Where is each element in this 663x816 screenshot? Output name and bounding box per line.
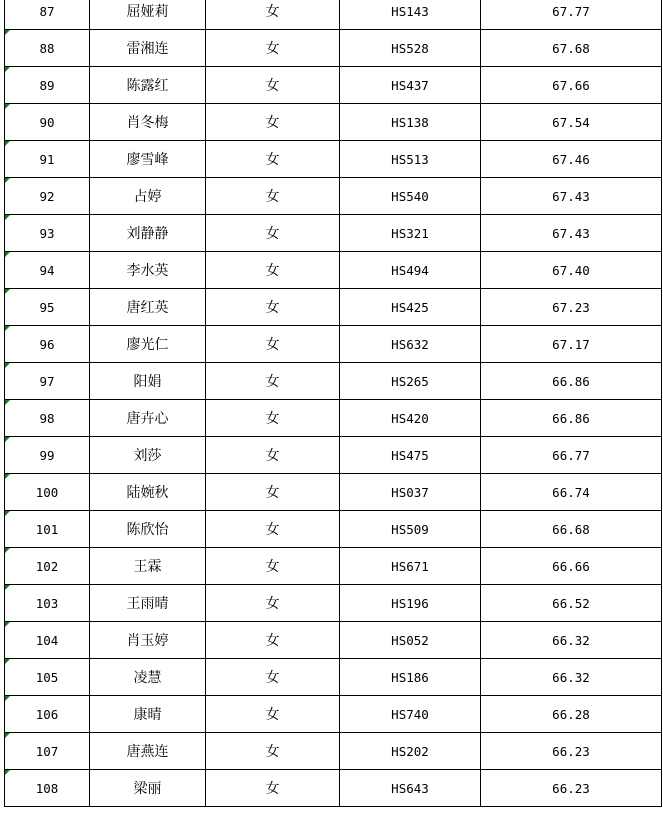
row-number-cell[interactable] (5, 437, 90, 474)
score-text: 67.23 (552, 299, 590, 315)
gender-cell[interactable] (206, 289, 340, 326)
gender-text: 女 (265, 115, 280, 131)
score-text: 66.23 (552, 780, 590, 796)
score-text: 67.40 (552, 262, 590, 278)
row-number-cell[interactable] (5, 252, 90, 289)
name-text: 李水英 (126, 263, 169, 279)
name-text: 陆婉秋 (126, 485, 169, 501)
row-number-cell[interactable] (5, 30, 90, 67)
gender-cell[interactable] (206, 67, 340, 104)
gender-cell[interactable] (206, 104, 340, 141)
error-indicator-icon (5, 511, 10, 516)
row-number-text: 90 (39, 114, 55, 130)
error-indicator-icon (5, 363, 10, 368)
exam-id-text: HS437 (391, 77, 429, 93)
exam-id-cell[interactable] (340, 548, 481, 585)
gender-cell[interactable] (206, 215, 340, 252)
row-number-text: 91 (39, 151, 55, 167)
exam-id-cell[interactable] (340, 770, 481, 807)
row-number-text: 96 (39, 336, 55, 352)
score-text: 66.86 (552, 373, 590, 389)
name-cell[interactable] (90, 215, 206, 252)
row-number-cell[interactable] (5, 326, 90, 363)
gender-cell[interactable] (206, 548, 340, 585)
exam-id-text: HS202 (391, 743, 429, 759)
row-number-cell[interactable] (5, 770, 90, 807)
row-number-text: 97 (39, 373, 55, 389)
error-indicator-icon (5, 548, 10, 553)
name-cell[interactable] (90, 104, 206, 141)
row-number-cell[interactable] (5, 289, 90, 326)
name-cell[interactable] (90, 30, 206, 67)
exam-id-text: HS420 (391, 410, 429, 426)
name-text: 唐卉心 (126, 411, 169, 427)
score-cell[interactable] (481, 326, 662, 363)
exam-id-text: HS643 (391, 780, 429, 796)
row-number-text: 103 (35, 595, 59, 611)
gender-cell[interactable] (206, 400, 340, 437)
error-indicator-icon (5, 474, 10, 479)
table-row (5, 326, 662, 363)
row-number-text: 108 (35, 780, 59, 796)
error-indicator-icon (5, 733, 10, 738)
error-indicator-icon (5, 659, 10, 664)
row-number-cell[interactable] (5, 659, 90, 696)
score-text: 66.52 (552, 595, 590, 611)
name-cell[interactable] (90, 400, 206, 437)
score-text: 67.46 (552, 151, 590, 167)
name-text: 凌慧 (133, 670, 162, 686)
exam-id-text: HS528 (391, 40, 429, 56)
score-cell[interactable] (481, 252, 662, 289)
table-row (5, 770, 662, 807)
exam-id-cell[interactable] (340, 0, 481, 30)
score-cell[interactable] (481, 474, 662, 511)
row-number-cell[interactable] (5, 141, 90, 178)
name-text: 肖玉婷 (126, 633, 169, 649)
exam-id-cell[interactable] (340, 696, 481, 733)
exam-id-text: HS475 (391, 447, 429, 463)
exam-id-text: HS321 (391, 225, 429, 241)
exam-id-text: HS509 (391, 521, 429, 537)
score-text: 67.43 (552, 225, 590, 241)
exam-id-text: HS265 (391, 373, 429, 389)
row-number-text: 89 (39, 77, 55, 93)
name-text: 屈娅莉 (126, 4, 169, 20)
error-indicator-icon (5, 252, 10, 257)
table-row (5, 215, 662, 252)
score-cell[interactable] (481, 511, 662, 548)
score-cell[interactable] (481, 67, 662, 104)
exam-id-cell[interactable] (340, 400, 481, 437)
gender-text: 女 (265, 263, 280, 279)
score-cell[interactable] (481, 104, 662, 141)
name-text: 肖冬梅 (126, 115, 169, 131)
name-text: 陈露红 (126, 78, 169, 94)
error-indicator-icon (5, 696, 10, 701)
error-indicator-icon (5, 400, 10, 405)
name-text: 雷湘连 (126, 41, 169, 57)
gender-cell[interactable] (206, 30, 340, 67)
score-cell[interactable] (481, 289, 662, 326)
score-text: 66.74 (552, 484, 590, 500)
name-text: 廖雪峰 (126, 152, 169, 168)
row-number-text: 99 (39, 447, 55, 463)
gender-text: 女 (265, 596, 280, 612)
row-number-cell[interactable] (5, 696, 90, 733)
score-cell[interactable] (481, 141, 662, 178)
table-row (5, 400, 662, 437)
table-row (5, 659, 662, 696)
score-text: 66.32 (552, 669, 590, 685)
row-number-text: 98 (39, 410, 55, 426)
exam-id-cell[interactable] (340, 474, 481, 511)
gender-text: 女 (265, 744, 280, 760)
gender-cell[interactable] (206, 474, 340, 511)
name-cell[interactable] (90, 474, 206, 511)
table-row (5, 585, 662, 622)
exam-id-cell[interactable] (340, 733, 481, 770)
table-row (5, 0, 662, 30)
table-row (5, 511, 662, 548)
name-cell[interactable] (90, 363, 206, 400)
score-text: 67.77 (552, 3, 590, 19)
score-cell[interactable] (481, 0, 662, 30)
score-cell[interactable] (481, 363, 662, 400)
name-cell[interactable] (90, 437, 206, 474)
gender-cell[interactable] (206, 363, 340, 400)
table-row (5, 252, 662, 289)
score-text: 67.17 (552, 336, 590, 352)
table-row (5, 696, 662, 733)
score-cell[interactable] (481, 622, 662, 659)
error-indicator-icon (5, 326, 10, 331)
score-text: 67.68 (552, 40, 590, 56)
table-row (5, 733, 662, 770)
row-number-text: 101 (35, 521, 59, 537)
exam-id-cell[interactable] (340, 289, 481, 326)
exam-id-text: HS740 (391, 706, 429, 722)
exam-id-cell[interactable] (340, 215, 481, 252)
score-cell[interactable] (481, 400, 662, 437)
name-text: 梁丽 (133, 781, 162, 797)
exam-id-cell[interactable] (340, 363, 481, 400)
row-number-text: 106 (35, 706, 59, 722)
score-text: 66.66 (552, 558, 590, 574)
score-text: 67.66 (552, 77, 590, 93)
gender-cell[interactable] (206, 622, 340, 659)
table-row (5, 67, 662, 104)
gender-cell[interactable] (206, 178, 340, 215)
exam-id-cell[interactable] (340, 104, 481, 141)
name-cell[interactable] (90, 0, 206, 30)
name-text: 刘静静 (126, 226, 169, 242)
exam-id-cell[interactable] (340, 252, 481, 289)
row-number-cell[interactable] (5, 178, 90, 215)
gender-text: 女 (265, 226, 280, 242)
error-indicator-icon (5, 437, 10, 442)
score-cell[interactable] (481, 585, 662, 622)
name-cell[interactable] (90, 67, 206, 104)
name-cell[interactable] (90, 141, 206, 178)
table-row (5, 104, 662, 141)
row-number-text: 107 (35, 743, 59, 759)
name-cell[interactable] (90, 548, 206, 585)
error-indicator-icon (5, 289, 10, 294)
gender-text: 女 (265, 4, 280, 20)
table-row (5, 474, 662, 511)
error-indicator-icon (5, 178, 10, 183)
table-row (5, 289, 662, 326)
exam-id-text: HS186 (391, 669, 429, 685)
gender-text: 女 (265, 152, 280, 168)
table-row (5, 30, 662, 67)
gender-cell[interactable] (206, 659, 340, 696)
score-text: 66.68 (552, 521, 590, 537)
table-row (5, 437, 662, 474)
gender-cell[interactable] (206, 511, 340, 548)
name-text: 陈欣怡 (126, 522, 169, 538)
name-cell[interactable] (90, 770, 206, 807)
name-text: 王雨晴 (126, 596, 169, 612)
gender-text: 女 (265, 670, 280, 686)
exam-id-cell[interactable] (340, 659, 481, 696)
results-table (4, 0, 662, 807)
exam-id-cell[interactable] (340, 585, 481, 622)
row-number-cell[interactable] (5, 104, 90, 141)
score-cell[interactable] (481, 215, 662, 252)
name-cell[interactable] (90, 733, 206, 770)
error-indicator-icon (5, 104, 10, 109)
exam-id-text: HS540 (391, 188, 429, 204)
name-cell[interactable] (90, 289, 206, 326)
name-cell[interactable] (90, 511, 206, 548)
exam-id-text: HS671 (391, 558, 429, 574)
exam-id-cell[interactable] (340, 67, 481, 104)
name-text: 唐燕连 (126, 744, 169, 760)
error-indicator-icon (5, 30, 10, 35)
gender-text: 女 (265, 485, 280, 501)
gender-text: 女 (265, 448, 280, 464)
row-number-cell[interactable] (5, 0, 90, 30)
exam-id-cell[interactable] (340, 437, 481, 474)
gender-text: 女 (265, 781, 280, 797)
exam-id-cell[interactable] (340, 178, 481, 215)
error-indicator-icon (5, 770, 10, 775)
row-number-cell[interactable] (5, 511, 90, 548)
score-text: 66.32 (552, 632, 590, 648)
gender-text: 女 (265, 374, 280, 390)
name-text: 占婷 (133, 189, 162, 205)
gender-text: 女 (265, 707, 280, 723)
score-text: 67.54 (552, 114, 590, 130)
name-cell[interactable] (90, 659, 206, 696)
name-text: 刘莎 (133, 448, 162, 464)
exam-id-text: HS196 (391, 595, 429, 611)
exam-id-text: HS052 (391, 632, 429, 648)
exam-id-text: HS138 (391, 114, 429, 130)
error-indicator-icon (5, 67, 10, 72)
row-number-cell[interactable] (5, 622, 90, 659)
gender-text: 女 (265, 411, 280, 427)
score-cell[interactable] (481, 30, 662, 67)
score-text: 66.86 (552, 410, 590, 426)
exam-id-cell[interactable] (340, 511, 481, 548)
gender-cell[interactable] (206, 141, 340, 178)
score-cell[interactable] (481, 733, 662, 770)
name-text: 王霖 (133, 559, 162, 575)
row-number-text: 100 (35, 484, 59, 500)
error-indicator-icon (5, 141, 10, 146)
row-number-text: 87 (39, 3, 55, 19)
row-number-text: 105 (35, 669, 59, 685)
table-row (5, 141, 662, 178)
row-number-cell[interactable] (5, 363, 90, 400)
row-number-text: 94 (39, 262, 55, 278)
exam-id-cell[interactable] (340, 622, 481, 659)
exam-id-cell[interactable] (340, 141, 481, 178)
name-cell[interactable] (90, 696, 206, 733)
gender-cell[interactable] (206, 437, 340, 474)
row-number-cell[interactable] (5, 733, 90, 770)
name-text: 唐红英 (126, 300, 169, 316)
score-cell[interactable] (481, 437, 662, 474)
gender-cell[interactable] (206, 326, 340, 363)
score-cell[interactable] (481, 770, 662, 807)
name-cell[interactable] (90, 326, 206, 363)
row-number-cell[interactable] (5, 67, 90, 104)
gender-cell[interactable] (206, 770, 340, 807)
error-indicator-icon (5, 585, 10, 590)
score-text: 66.28 (552, 706, 590, 722)
error-indicator-icon (5, 622, 10, 627)
score-cell[interactable] (481, 696, 662, 733)
table-row (5, 178, 662, 215)
score-cell[interactable] (481, 659, 662, 696)
score-cell[interactable] (481, 178, 662, 215)
gender-text: 女 (265, 522, 280, 538)
error-indicator-icon (5, 215, 10, 220)
exam-id-text: HS494 (391, 262, 429, 278)
row-number-cell[interactable] (5, 474, 90, 511)
row-number-text: 102 (35, 558, 59, 574)
exam-id-text: HS513 (391, 151, 429, 167)
exam-id-text: HS143 (391, 3, 429, 19)
row-number-text: 93 (39, 225, 55, 241)
name-cell[interactable] (90, 252, 206, 289)
name-cell[interactable] (90, 178, 206, 215)
gender-text: 女 (265, 41, 280, 57)
score-text: 66.23 (552, 743, 590, 759)
row-number-cell[interactable] (5, 548, 90, 585)
row-number-text: 95 (39, 299, 55, 315)
gender-cell[interactable] (206, 585, 340, 622)
score-text: 66.77 (552, 447, 590, 463)
gender-text: 女 (265, 337, 280, 353)
table-row (5, 363, 662, 400)
row-number-cell[interactable] (5, 215, 90, 252)
gender-text: 女 (265, 633, 280, 649)
exam-id-cell[interactable] (340, 30, 481, 67)
name-cell[interactable] (90, 622, 206, 659)
name-cell[interactable] (90, 585, 206, 622)
exam-id-cell[interactable] (340, 326, 481, 363)
score-cell[interactable] (481, 548, 662, 585)
gender-cell[interactable] (206, 696, 340, 733)
row-number-text: 88 (39, 40, 55, 56)
gender-text: 女 (265, 559, 280, 575)
gender-cell[interactable] (206, 733, 340, 770)
name-text: 康晴 (133, 707, 162, 723)
gender-text: 女 (265, 78, 280, 94)
name-text: 廖光仁 (126, 337, 169, 353)
row-number-text: 92 (39, 188, 55, 204)
gender-cell[interactable] (206, 0, 340, 30)
table-row (5, 548, 662, 585)
score-text: 67.43 (552, 188, 590, 204)
row-number-cell[interactable] (5, 400, 90, 437)
gender-cell[interactable] (206, 252, 340, 289)
gender-text: 女 (265, 300, 280, 316)
gender-text: 女 (265, 189, 280, 205)
table-row (5, 622, 662, 659)
row-number-text: 104 (35, 632, 59, 648)
exam-id-text: HS632 (391, 336, 429, 352)
table-body (5, 0, 662, 807)
exam-id-text: HS425 (391, 299, 429, 315)
name-text: 阳娟 (133, 374, 162, 390)
row-number-cell[interactable] (5, 585, 90, 622)
exam-id-text: HS037 (391, 484, 429, 500)
